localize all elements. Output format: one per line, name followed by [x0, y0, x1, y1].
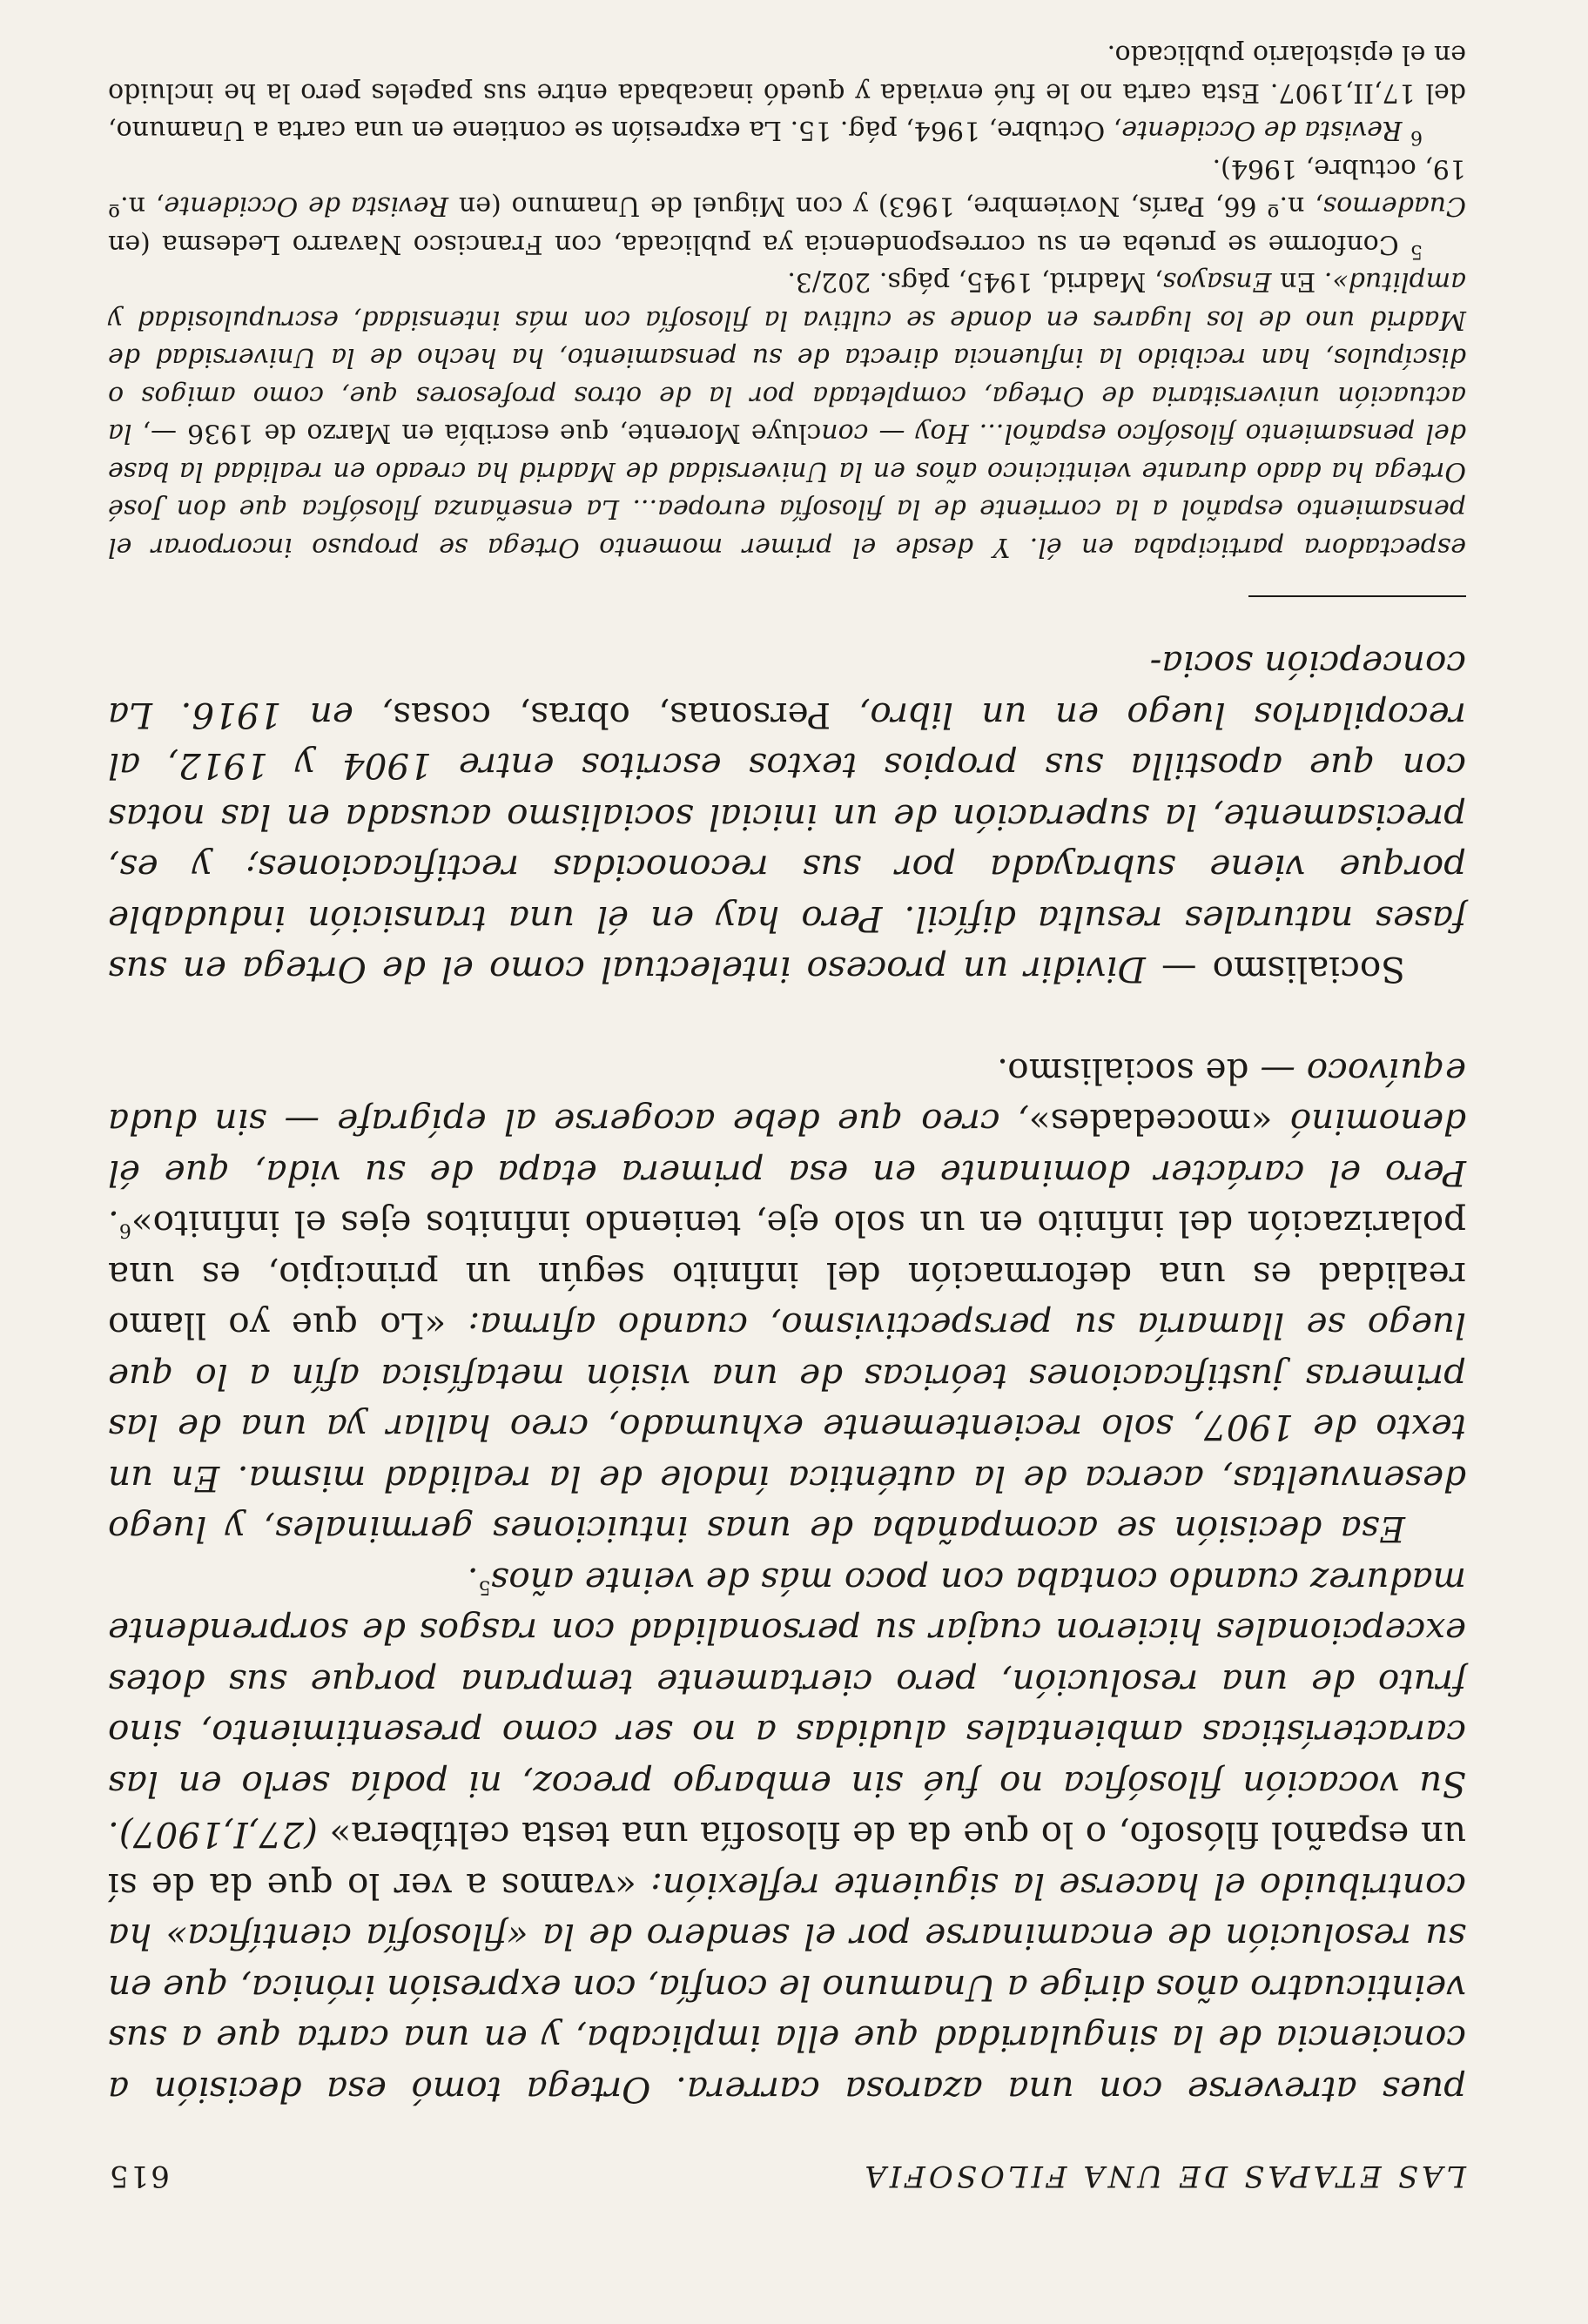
- page-sheet: [108, 36, 1466, 2193]
- paragraph-2-mocedades: «mocedades»: [1028, 1101, 1273, 1144]
- footnote-5-part-c: , n.º 66, París, Noviembre, 1963) y con Miguel de Unamuno (en: [448, 191, 1323, 222]
- footnote-5-label: 5: [1410, 240, 1423, 262]
- running-head-title: LAS ETAPAS DE UNA FILOSOFIA: [861, 2159, 1466, 2193]
- paragraph-1-quote: «vamos a ver lo que da de sí un español filósofo, o lo que da de filosofía una testa celtíbera»: [108, 1814, 1466, 1907]
- page-number: 615: [108, 2159, 170, 2193]
- paragraph-1-part-c: (27,I,1907). Su vocación filosófica no fué sin embargo precoz, ni podía serlo en las características ambientales aludidas a no ser como presentimiento, sino fruto de una resolución, pero ciertamente temprana porque sus dotes excepcionales hicieron cuajar su personalidad con rasgos de sorprendente madurez cuando contaba con poco más de veinte años: [108, 1560, 1466, 1857]
- footnote-continued-part-a: espectadora participaba en él. Y desde el primer momento Ortega se propuso incorporar el pensamiento español a la corriente de la filosofía europea... La enseñanza filosófica que don José Ortega ha dado durante veinticinco años en la Universidad de Madrid ha creado en realidad la base del pensamiento filosófico español... Hoy — con: [108, 418, 1466, 562]
- paragraph-2: [108, 1046, 1466, 1555]
- paragraph-2-part-e: , creo que debe acogerse al epígrafe — sin duda equívoco —: [108, 1051, 1466, 1144]
- paragraph-2-end: de socialismo.: [997, 1051, 1249, 1092]
- footnote-ref-6: 6: [118, 1219, 131, 1241]
- footnote-continued-end: , Madrid, 1945, págs. 202/3.: [787, 266, 1163, 298]
- footnote-5-revista: Revista de Occidente: [164, 191, 449, 222]
- footnote-5-end: , n.º 19, octubre, 1964).: [108, 153, 1466, 222]
- paragraph-2-quote: «Lo que yo llamo realidad es una deformación del infinito según un principio, es una polarización del infinito en un solo eje, teniendo infinitos ejes el infinito»: [108, 1203, 1466, 1347]
- footnote-6-text: , Octubre, 1964, pág. 15. La expresión se contiene en una carta a Unamuno, del 17,II,1907. Esta carta no le fué enviada y quedó inacabada entre sus papeles pero la he incluido en el epistolario publicado.: [108, 39, 1466, 146]
- footnote-continued-part-b: cluye Morente, que escribía en Marzo de 1936 —,: [131, 418, 822, 449]
- footnote-5-part-a: Conforme se prueba en su correspondencia ya publicada, con Francisco Navarro Ledesma (en: [108, 229, 1410, 259]
- footnote-continued: [108, 263, 1466, 566]
- paragraph-3: [108, 639, 1466, 996]
- paragraph-1: [108, 1555, 1466, 2116]
- running-head: [108, 2159, 1466, 2193]
- footnote-ref-5: 5: [478, 1575, 491, 1598]
- paragraph-3-end: , en 1916. La concepción socia-: [107, 643, 1466, 736]
- footnote-6-label: 6: [1410, 126, 1423, 149]
- footnote-divider: [1248, 595, 1466, 597]
- footnote-6-space: [1402, 116, 1410, 146]
- paragraph-2-part-c: . Pero el carácter dominante en esa primera etapa de su vida, que él denominó: [108, 1101, 1466, 1246]
- footnote-5-cuadernos: Cuadernos: [1322, 191, 1466, 222]
- section-heading-socialismo: Socialismo —: [1145, 949, 1405, 991]
- paragraph-2-part-a: Esa decisión se acompañaba de unas intuiciones germinales, y luego desenvueltas, acerca de la auténtica índole de la realidad misma. En un texto de 1907, solo recientemente exhumado, creo hallar ya una de las primeras justificaciones teóricas de una visión metafísica afín a lo que luego se llamaría su perspectivismo, cuando afirma:: [108, 1305, 1466, 1551]
- footnotes: [108, 36, 1466, 566]
- footnote-5: [108, 150, 1466, 264]
- paragraph-3-book-title: Personas, obras, cosas: [393, 695, 831, 736]
- paragraph-1-end: .: [467, 1560, 479, 1602]
- footnote-6: [108, 36, 1466, 150]
- paragraph-1-part-a: pues atreverse con una azarosa carrera. Ortega tomó esa decisión a conciencia de la singularidad que ella implicaba, y en una carta que a sus veinticuatro años dirige a Unamuno le confía, con expresión irónica, que en su resolución de encaminarse por el sendero de la «filosofía científica» ha contribuido el hacerse la siguiente reflexión:: [108, 1865, 1466, 2111]
- body-text: [108, 639, 1466, 2115]
- paragraph-3-part-b: Dividir un proceso intelectual como el de Ortega en sus fases naturales resulta difícil. Pero hay en él una transición indudable porque viene subrayada por sus reconocidas rectificaciones; y es, precisamente, la superación de un inicial socialismo acusada en las notas con que apostilla sus propios textos escritos entre 1904 y 1912, al recopilarlos luego en un libro,: [108, 695, 1466, 991]
- footnote-6-revista: Revista de Occidente: [1121, 115, 1403, 146]
- footnote-continued-part-d: En: [1271, 266, 1324, 298]
- footnote-continued-ensayos: Ensayos: [1162, 266, 1272, 298]
- footnote-continued-part-c: la actuación universitaria de Ortega, completada por la de otros profesores que, como amigos o discípulos, han recibido la influencia directa de su pensamiento, ha hecho de la Universidad de Madrid uno de los lugares en donde se cultiva la filosofía con más intensidad, escrupulosidad y amplitud».: [108, 266, 1466, 449]
